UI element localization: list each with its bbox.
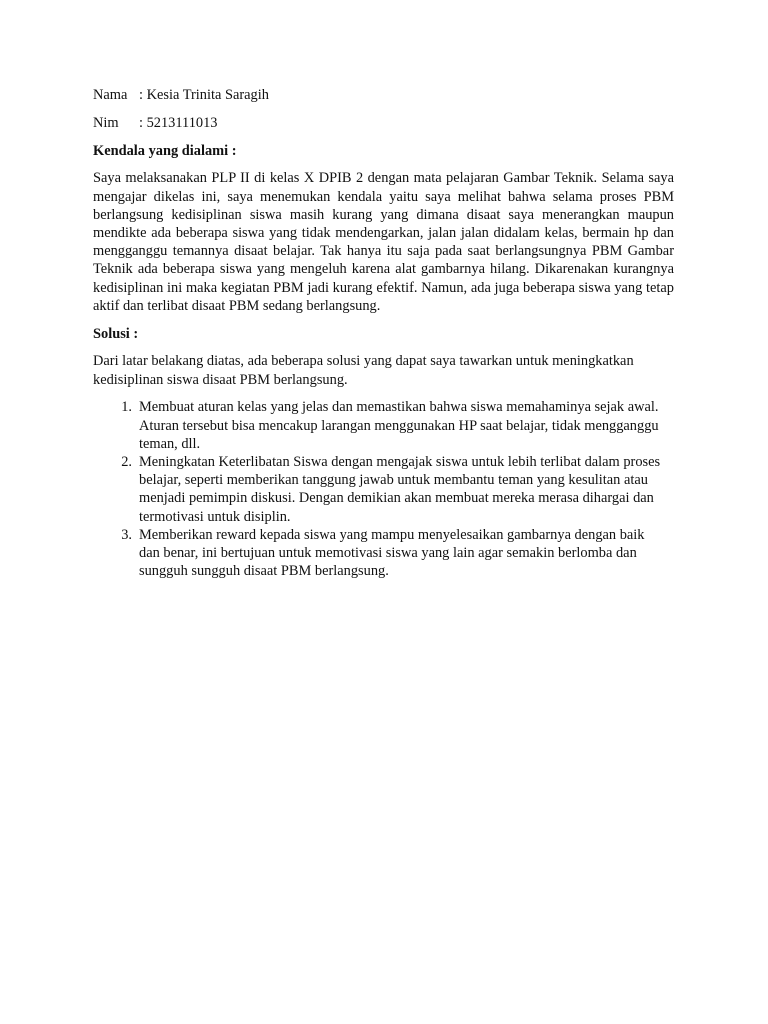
kendala-heading: Kendala yang dialami : [93, 142, 237, 159]
solusi-item-3 [93, 526, 674, 581]
solusi-item-text: Memberikan reward kepada siswa yang mampu menyelesaikan gambarnya dengan baik dan benar, ini bertujuan untuk memotivasi siswa yang lain agar semakin berlomba dan sungguh sungguh disaat PBM berlangsung. [139, 526, 645, 580]
name-row [93, 86, 674, 104]
solusi-item-text: Meningkatan Keterlibatan Siswa dengan mengajak siswa untuk lebih terlibat dalam proses belajar, seperti memberikan tanggung jawab untuk membantu teman yang kesulitan atau menjadi pemimpin diskusi. Dengan demikian akan membuat mereka merasa dihargai dan termotivasi untuk disiplin. [139, 454, 661, 525]
kendala-paragraph: Saya melaksanakan PLP II di kelas X DPIB 2 dengan mata pelajaran Gambar Teknik. Selama saya mengajar dikelas ini, saya menemukan kendala yaitu saya melihat bahwa selama proses PBM berlangsung kedisiplinan siswa masih kurang yang dimana disaat saya menerangkan maupun mendikte ada beberapa siswa yang tidak mendengarkan, jalan jalan didalam kelas, bermain hp dan mengganggu temannya disaat belajar. Tak hanya itu saja pada saat berlangsungnya PBM Gambar Teknik ada beberapa siswa yang mengeluh karena alat gambarnya hilang. Dikarenakan kurangnya kedisiplinan ini maka kegiatan PBM jadi kurang efektif. Namun, ada juga beberapa siswa yang tetap aktif dan terlibat disaat PBM sedang berlangsung. [93, 170, 674, 314]
solusi-item-number: 2. [121, 454, 132, 471]
solusi-heading: Solusi : [93, 325, 139, 342]
name-value: : Kesia Trinita Saragih [139, 87, 269, 103]
document-page [93, 86, 674, 580]
solusi-intro: Dari latar belakang diatas, ada beberapa solusi yang dapat saya tawarkan untuk meningkatkan kedisiplinan siswa disaat PBM berlangsung. [93, 353, 634, 388]
solusi-item-2 [93, 453, 674, 526]
solusi-item-text: Membuat aturan kelas yang jelas dan memastikan bahwa siswa memahaminya sejak awal. Aturan tersebut bisa mencakup larangan menggunakan HP saat belajar, tidak mengganggu teman, dll. [139, 399, 659, 452]
solusi-item-number: 1. [121, 399, 132, 416]
solusi-item-1 [93, 398, 674, 453]
solusi-list [93, 398, 674, 580]
nim-label: Nim [93, 114, 119, 131]
solusi-item-number: 3. [121, 526, 132, 543]
name-label: Nama [93, 87, 128, 103]
nim-row [93, 114, 674, 132]
nim-value: : 5213111013 [139, 114, 218, 131]
